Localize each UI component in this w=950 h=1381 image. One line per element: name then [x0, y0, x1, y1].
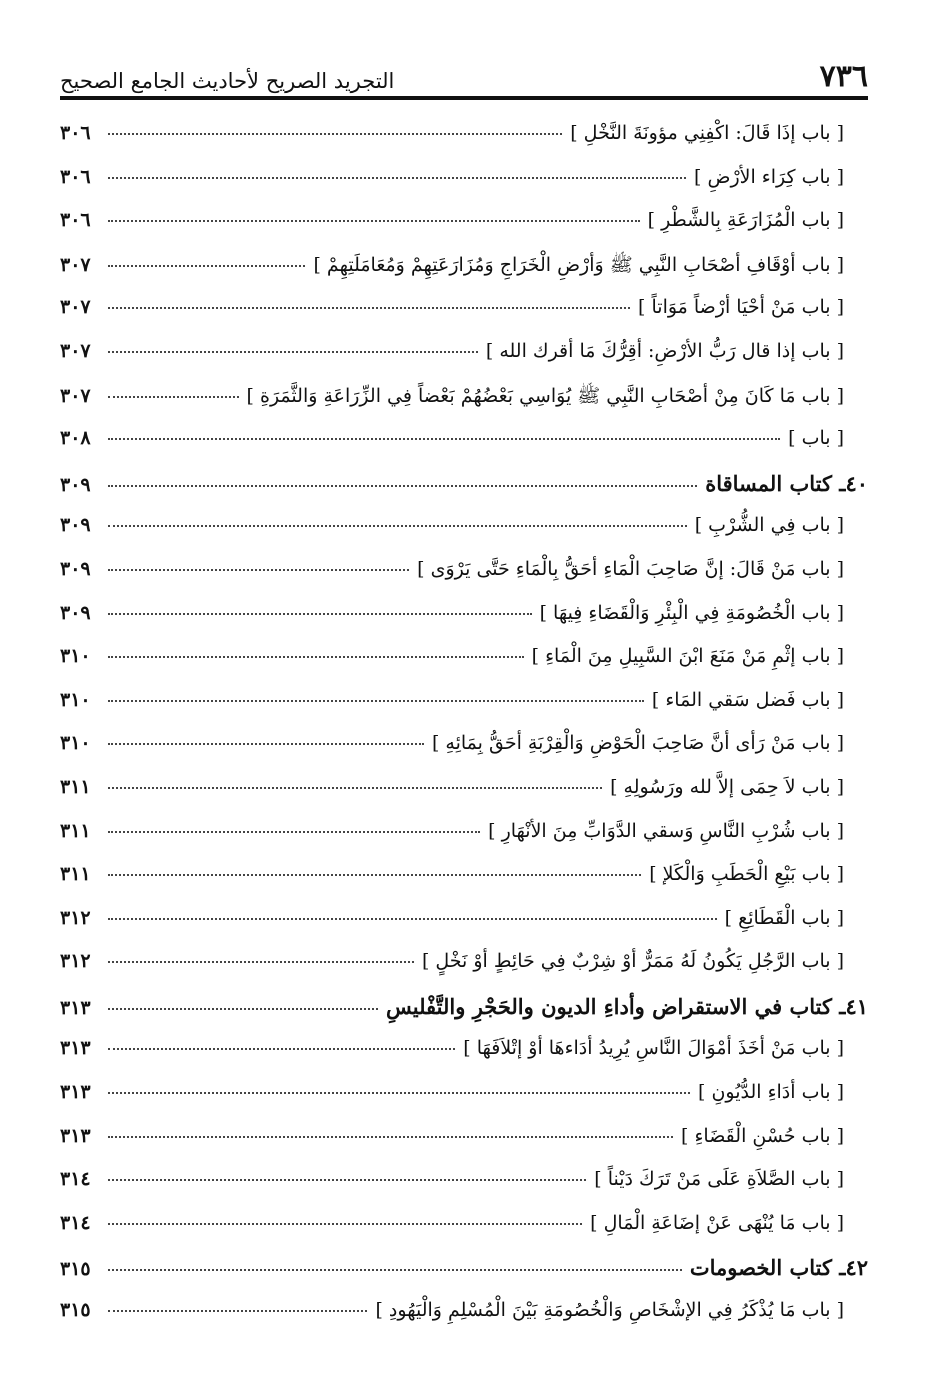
- page-header: [60, 48, 868, 100]
- toc-entry: [60, 1168, 868, 1212]
- entry-title: [ باب الرَّجُلِ يَكُونُ لَهُ مَمَرٌّ أوْ شِرْبٌ فِي حَائِطٍ أوْ نَخْلٍ ]: [421, 950, 844, 973]
- entry-title: [ باب مَنْ أحْيَا أرْضاً مَوَاتاً ]: [638, 296, 844, 319]
- entry-title: [ باب كِرَاء الأرْضِ ]: [694, 165, 844, 188]
- entry-page-number: ٣٠٩: [60, 557, 91, 580]
- entry-title: [ باب بَيْعِ الْحَطَبِ وَالْكَلإ ]: [649, 863, 844, 886]
- entry-title: [ باب إذَا قَالَ: اكْفِنِي مؤونَةَ النَّخْلِ ]: [570, 122, 844, 144]
- dot-leader: [108, 485, 697, 487]
- entry-page-number: ٣١٠: [60, 688, 91, 711]
- dot-leader: [108, 265, 305, 267]
- entry-page-number: ٣١٥: [60, 1258, 91, 1281]
- dot-leader: [108, 438, 780, 440]
- entry-page-number: ٣٠٨: [60, 427, 91, 450]
- entry-page-number: ٣١٢: [60, 950, 91, 973]
- entry-page-number: ٣١٣: [60, 996, 91, 1019]
- toc-entry: [60, 1212, 868, 1256]
- toc-entry: [60, 820, 868, 864]
- entry-page-number: ٣٠٩: [60, 473, 91, 496]
- entry-page-number: ٣١٢: [60, 906, 91, 929]
- toc-entry: [60, 209, 868, 253]
- toc-entry: [60, 950, 868, 994]
- entry-page-number: ٣٠٩: [60, 514, 91, 537]
- toc-entry: [60, 1125, 868, 1169]
- dot-leader: [108, 918, 717, 920]
- toc-chapter-heading: [60, 471, 868, 515]
- dot-leader: [108, 177, 686, 179]
- dot-leader: [108, 700, 644, 702]
- chapter-title: ٤١ـ كتاب في الاستقراض وأداءِ الديون والحَجْرِ والتَّفْليسِ: [386, 993, 868, 1019]
- toc-entry: [60, 645, 868, 689]
- dot-leader: [108, 874, 641, 876]
- toc-entry: [60, 166, 868, 210]
- dot-leader: [108, 1008, 378, 1010]
- chapter-title: ٤٠ـ كتاب المساقاة: [705, 470, 868, 496]
- entry-title: [ باب إذا قال رَبُّ الأرْضِ: أقِرُّكَ مَا أقرك الله ]: [485, 339, 844, 362]
- entry-title: [ باب الصَّلاَةِ عَلَى مَنْ تَرَكَ دَيْناً ]: [594, 1168, 844, 1191]
- entry-title: [ باب حُسْنِ الْقَضَاءِ ]: [681, 1124, 844, 1147]
- toc-entry: [60, 863, 868, 907]
- entry-title: [ باب فَضل سَقي المَاء ]: [651, 688, 844, 711]
- toc-entry: [60, 776, 868, 820]
- dot-leader: [108, 133, 562, 135]
- dot-leader: [108, 525, 687, 527]
- toc-entry: [60, 558, 868, 602]
- toc-entry: [60, 602, 868, 646]
- entry-title: [ باب مَنْ قَالَ: إنَّ صَاحِبَ الْمَاءِ أحَقُّ بِالْمَاءِ حَتَّى يَرْوَى ]: [417, 557, 844, 580]
- toc-entry: [60, 122, 868, 166]
- dot-leader: [108, 396, 239, 398]
- toc-chapter-heading: [60, 1255, 868, 1299]
- toc-entry: [60, 1299, 868, 1343]
- entry-page-number: ٣١٣: [60, 1081, 91, 1104]
- entry-title: [ باب مَنْ أخَذَ أمْوَالَ النَّاسِ يُرِيدُ أدَاءهَا أوْ إتْلاَفَهَا ]: [463, 1037, 844, 1060]
- entry-page-number: ٣٠٧: [60, 296, 91, 319]
- dot-leader: [108, 787, 602, 789]
- page-number: ٧٣٦: [819, 59, 868, 94]
- toc-entry: [60, 253, 868, 297]
- toc-entry: [60, 907, 868, 951]
- entry-page-number: ٣٠٦: [60, 209, 91, 232]
- dot-leader: [108, 831, 480, 833]
- dot-leader: [108, 1092, 690, 1094]
- table-of-contents: [60, 122, 868, 1343]
- dot-leader: [108, 1179, 586, 1181]
- entry-page-number: ٣١١: [60, 775, 91, 798]
- toc-entry: [60, 1037, 868, 1081]
- toc-entry: [60, 514, 868, 558]
- dot-leader: [108, 307, 630, 309]
- entry-title: [ باب مَنْ رَأى أنَّ صَاحِبَ الْحَوْضِ وَالْقِرْبَةِ أحَقُّ بِمَائِهِ ]: [431, 732, 844, 755]
- entry-title: [ باب الْخُصُومَةِ فِي الْبِئْرِ وَالْقَضَاءِ فِيهَا ]: [539, 601, 844, 624]
- entry-page-number: ٣٠٧: [60, 253, 91, 276]
- dot-leader: [108, 743, 424, 745]
- entry-title: [ باب فِي الشُّرْبِ ]: [694, 514, 844, 537]
- entry-page-number: ٣١٠: [60, 645, 91, 668]
- entry-title: [ باب مَا كَانَ مِنْ أصْحَابِ النَّبِي ﷺ يُوَاسِي بَعْضُهُمْ بَعْضاً فِي الزِّرَاعَةِ وَالثَّمَرَةِ ]: [246, 384, 844, 407]
- entry-page-number: ٣٠٦: [60, 165, 91, 188]
- toc-entry: [60, 384, 868, 428]
- entry-title: [ باب أوْقَافِ أصْحَابِ النَّبِي ﷺ وَأرْضِ الْخَرَاجِ وَمُزَارَعَتِهِمْ وَمُعَامَلَتِهِمْ ]: [313, 253, 844, 276]
- dot-leader: [108, 1048, 455, 1050]
- toc-entry: [60, 340, 868, 384]
- toc-entry: [60, 689, 868, 733]
- entry-page-number: ٣١٤: [60, 1168, 91, 1191]
- entry-page-number: ٣١٣: [60, 1037, 91, 1060]
- toc-chapter-heading: [60, 994, 868, 1038]
- entry-title: [ باب شُرْبِ النَّاسِ وَسقي الدَّوَابِّ مِنَ الأنْهَارِ ]: [488, 819, 844, 842]
- toc-entry: [60, 296, 868, 340]
- entry-page-number: ٣١٣: [60, 1124, 91, 1147]
- entry-page-number: ٣٠٦: [60, 122, 91, 144]
- entry-page-number: ٣١٠: [60, 732, 91, 755]
- dot-leader: [108, 1136, 673, 1138]
- entry-page-number: ٣١٤: [60, 1211, 91, 1234]
- entry-page-number: ٣١١: [60, 863, 91, 886]
- dot-leader: [108, 351, 478, 353]
- entry-title: [ باب الْمُزَارَعَةِ بِالشَّطْرِ ]: [647, 209, 844, 232]
- entry-title: [ باب الْقَطَائِعِ ]: [724, 906, 844, 929]
- dot-leader: [108, 656, 524, 658]
- dot-leader: [108, 961, 414, 963]
- dot-leader: [108, 1223, 582, 1225]
- entry-title: [ باب مَا يُذْكَرُ فِي الإشْخَاصِ وَالْخُصُومَةِ بَيْنَ الْمُسْلِمِ وَالْيَهُودِ ]: [375, 1299, 844, 1322]
- toc-entry: [60, 1081, 868, 1125]
- entry-page-number: ٣١٥: [60, 1299, 91, 1322]
- entry-page-number: ٣٠٧: [60, 384, 91, 407]
- chapter-title: ٤٢ـ كتاب الخصومات: [689, 1255, 868, 1281]
- entry-page-number: ٣٠٩: [60, 601, 91, 624]
- dot-leader: [108, 220, 640, 222]
- entry-page-number: ٣٠٧: [60, 339, 91, 362]
- entry-title: [ باب إثْمِ مَنْ مَنَعَ ابْنَ السَّبِيلِ مِنَ الْمَاءِ ]: [531, 645, 844, 668]
- dot-leader: [108, 569, 409, 571]
- entry-title: [ باب مَا يُنْهَى عَنْ إضَاعَةِ الْمَالِ ]: [590, 1211, 844, 1234]
- running-title: التجريد الصريح لأحاديث الجامع الصحيح: [60, 69, 395, 93]
- entry-title: [ باب أدَاءِ الدُّيُونِ ]: [698, 1081, 844, 1104]
- toc-entry: [60, 427, 868, 471]
- entry-title: [ باب لاَ حِمَى إلاَّ لله ورَسُولِهِ ]: [610, 775, 844, 798]
- entry-title: [ باب ]: [788, 427, 844, 450]
- entry-page-number: ٣١١: [60, 819, 91, 842]
- dot-leader: [108, 1310, 367, 1312]
- book-page: [60, 48, 868, 1343]
- dot-leader: [108, 613, 532, 615]
- dot-leader: [108, 1269, 682, 1271]
- toc-entry: [60, 732, 868, 776]
